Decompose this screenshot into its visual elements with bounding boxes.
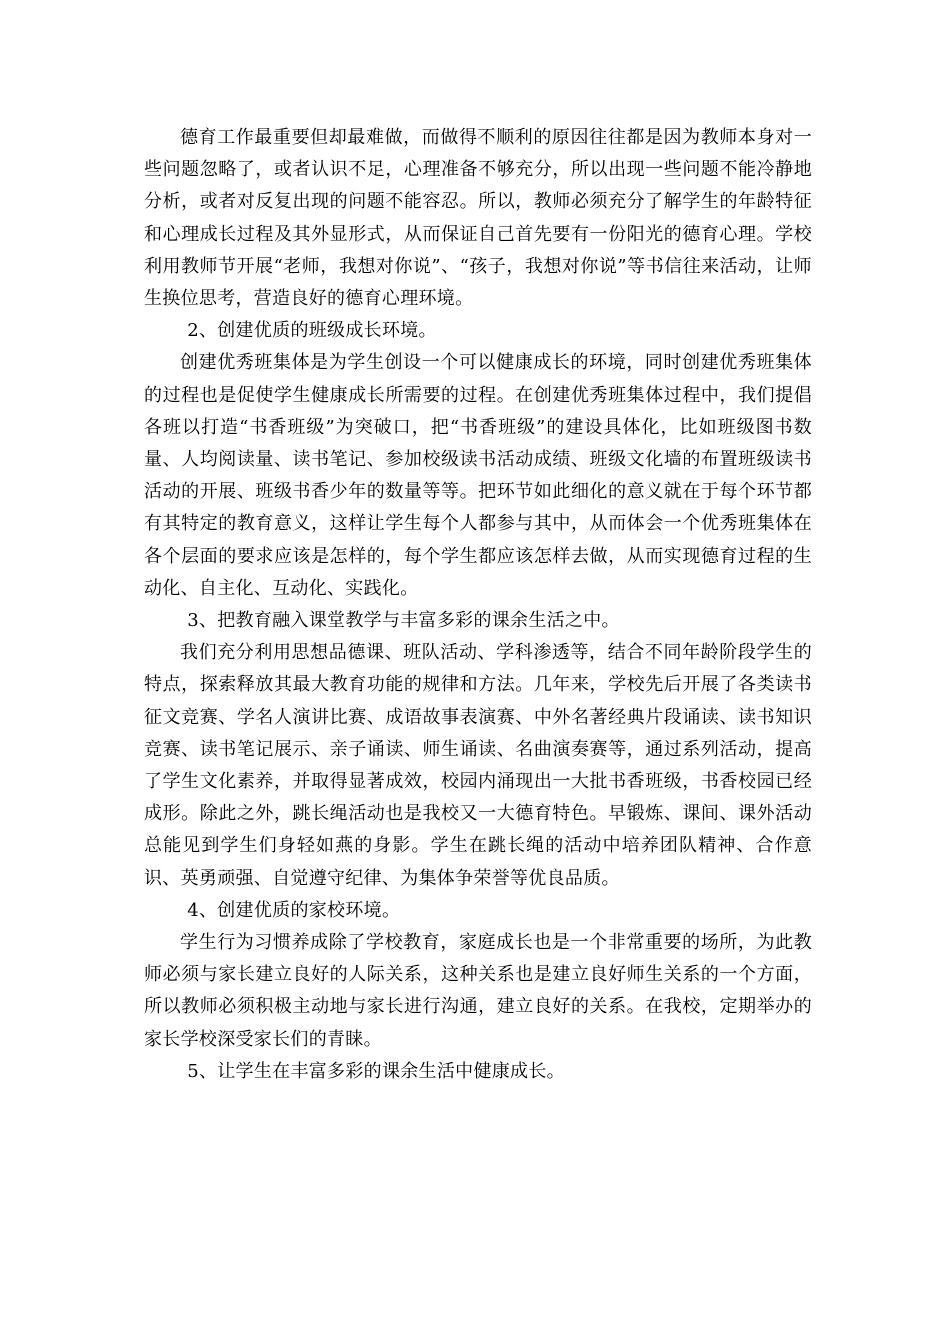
section-heading-5: 5、让学生在丰富多彩的课余生活中健康成长。 [187,1060,565,1082]
section-heading-4: 4、创建优质的家校环境。 [187,899,401,921]
paragraph-moral-psychology: 德育工作最重要但却最难做，而做得不顺利的原因往往都是因为教师本身对一些问题忽略了，或者认识不足，心理准备不够充分，所以出现一些问题不能冷静地分析，或者对反复出现的问题不能容忍。所以，教师必须充分了解学生的年龄特征和心理成长过程及其外显形式，从而保证自己首先要有一份阳光的德育心理。学校利用教师节开展“老师，我想对你说”、“孩子，我想对你说”等书信往来活动，让师生换位思考，营造良好的德育心理环境。 [144,127,812,310]
section-heading-3: 3、把教育融入课堂教学与丰富多彩的课余生活之中。 [187,610,620,632]
section-heading-2: 2、创建优质的班级成长环境。 [187,320,437,342]
paragraph-home-school: 学生行为习惯养成除了学校教育，家庭成长也是一个非常重要的场所，为此教师必须与家长建立良好的人际关系，这种关系也是建立良好师生关系的一个方面，所以教师必须积极主动地与家长进行沟通，建立良好的关系。在我校，定期举办的家长学校深受家长们的青睐。 [144,932,812,1050]
paragraph-classroom-activities: 我们充分利用思想品德课、班队活动、学科渗透等，结合不同年龄阶段学生的特点，探索释放其最大教育功能的规律和方法。几年来，学校先后开展了各类读书征文竞赛、学名人演讲比赛、成语故事表演赛、中外名著经典片段诵读、读书知识竞赛、读书笔记展示、亲子诵读、师生诵读、名曲演奏赛等，通过系列活动，提高了学生文化素养，并取得显著成效，校园内涌现出一大批书香班级，书香校园已经成形。除此之外，跳长绳活动也是我校又一大德育特色。早锻炼、课间、课外活动总能见到学生们身轻如燕的身影。学生在跳长绳的活动中培养团队精神、合作意识、英勇顽强、自觉遵守纪律、为集体争荣誉等优良品质。 [144,642,812,889]
paragraph-class-environment: 创建优秀班集体是为学生创设一个可以健康成长的环境，同时创建优秀班集体的过程也是促使学生健康成长所需要的过程。在创建优秀班集体过程中，我们提倡各班以打造“书香班级”为突破口，把“书香班级”的建设具体化，比如班级图书数量、人均阅读量、读书笔记、参加校级读书活动成绩、班级文化墙的布置班级读书活动的开展、班级书香少年的数量等等。把环节如此细化的意义就在于每个环节都有其特定的教育意义，这样让学生每个人都参与其中，从而体会一个优秀班集体在各个层面的要求应该是怎样的，每个学生都应该怎样去做，从而实现德育过程的生动化、自主化、互动化、实践化。 [144,352,812,599]
document-body [144,122,812,1088]
